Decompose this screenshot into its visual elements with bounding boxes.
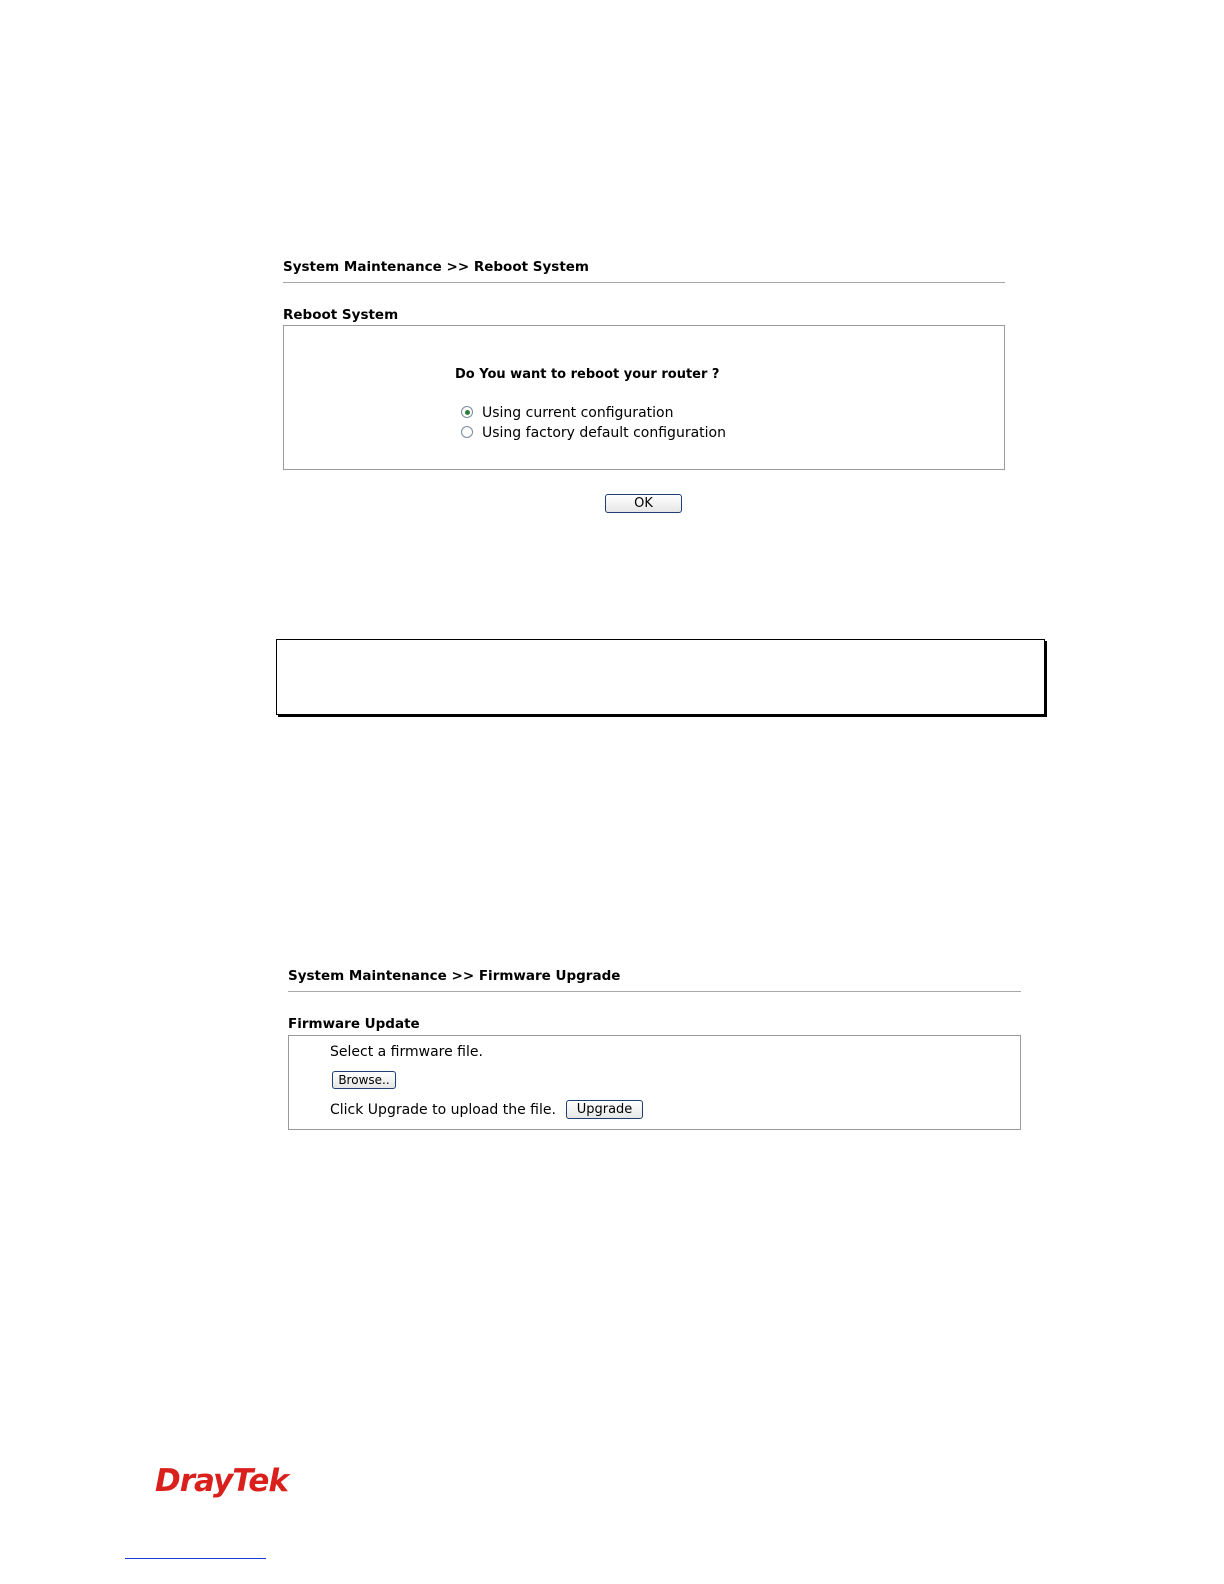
firmware-breadcrumb: System Maintenance >> Firmware Upgrade	[288, 968, 621, 984]
reboot-question: Do You want to reboot your router ?	[455, 367, 720, 382]
upgrade-button[interactable]: Upgrade	[566, 1100, 643, 1119]
select-firmware-text: Select a firmware file.	[330, 1044, 483, 1060]
reboot-section-title: Reboot System	[283, 307, 399, 323]
upload-instruction-text: Click Upgrade to upload the file.	[330, 1102, 556, 1118]
radio-factory-default[interactable]	[461, 426, 473, 438]
radio-current-config[interactable]	[461, 406, 473, 418]
reboot-panel	[283, 325, 1005, 470]
radio-current-config-label: Using current configuration	[482, 405, 674, 421]
reboot-breadcrumb: System Maintenance >> Reboot System	[283, 259, 589, 275]
reboot-header-divider	[283, 282, 1005, 283]
draytek-logo: DrayTek	[155, 1463, 288, 1499]
radio-factory-default-label: Using factory default configuration	[482, 425, 726, 441]
footer-divider	[125, 1558, 266, 1559]
note-box	[276, 639, 1045, 715]
firmware-section-title: Firmware Update	[288, 1016, 420, 1032]
firmware-panel	[288, 1035, 1021, 1130]
firmware-header-divider	[288, 991, 1021, 992]
ok-button[interactable]: OK	[605, 494, 682, 513]
browse-button[interactable]: Browse..	[332, 1071, 396, 1089]
